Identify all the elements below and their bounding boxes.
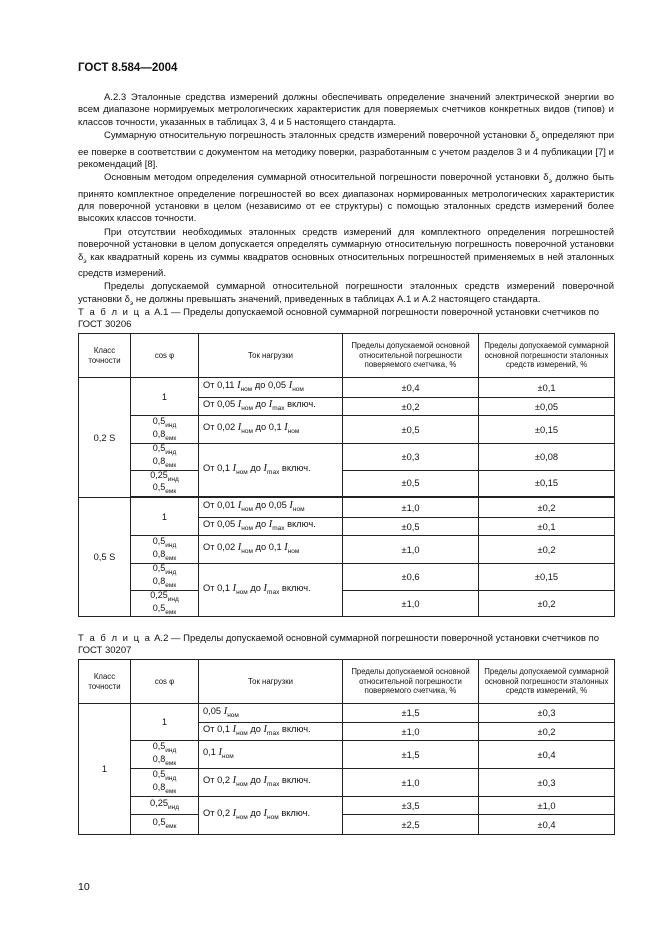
current-cell: От 0,02 $I_{ном}$ до 0,1 $I_{ном}$: [199, 416, 343, 444]
cos-cell: $0,25_{инд}$: [131, 797, 199, 815]
cos-cell: $0,25_{инд}$ $0,5_{емк}$: [131, 470, 199, 497]
col-header: Пределы допускаемой основной относительной погрешности поверяемого счетчика, %: [343, 334, 479, 378]
cos-cell: $0,5_{инд}$ $0,8_{емк}$: [131, 769, 199, 797]
table-row: [79, 769, 615, 797]
class-cell: 0,2 S: [79, 378, 131, 498]
body-text: [78, 92, 614, 311]
ref-cell: ±0,2: [479, 590, 615, 617]
ref-cell: ±0,08: [479, 444, 615, 471]
paragraph: А.2.3 Эталонные средства измерений должны обеспечивать определение значений электрической энергии во всем диапазоне нормируемых метрологических характеристик для поверяемых счетчиков конкретных видов (типов) и классов точности, указанных в таблицах 3, 4 и 5 настоящего стандарта.: [78, 92, 614, 128]
table1-caption: Т а б л и ц а А.1 — Пределы допускаемой основной суммарной погрешности поверочной установки счетчиков по ГОСТ 30206: [78, 307, 600, 330]
paragraph: При отсутствии необходимых эталонных средств измерений для комплектного определения погрешностей поверочной установки в целом допускается определять суммарную относительную погрешность поверочной установки $\delta_э$ как квадратный корень из суммы квадратов основных относительных погрешностей применяемых в ней эталонных средств измерений.: [78, 226, 614, 279]
table-row: [79, 815, 615, 835]
cos-cell: $0,5_{емк}$: [131, 815, 199, 835]
cos-cell: 1: [131, 704, 199, 741]
ref-cell: ±0,15: [479, 416, 615, 444]
ref-cell: ±0,15: [479, 470, 615, 497]
meter-cell: ±1,5: [343, 741, 479, 769]
meter-cell: ±0,5: [343, 416, 479, 444]
meter-cell: ±1,0: [343, 498, 479, 518]
current-cell: От 0,1 $I_{ном}$ до $I_{max}$ включ.: [199, 723, 343, 741]
table-row: [79, 470, 615, 497]
document-header: ГОСТ 8.584—2004: [78, 62, 178, 74]
col-header: cos φ: [131, 660, 199, 704]
meter-cell: ±2,5: [343, 815, 479, 835]
col-header: Ток нагрузки: [199, 334, 343, 378]
ref-cell: ±0,2: [479, 723, 615, 741]
col-header: cos φ: [131, 334, 199, 378]
current-cell: От 0,1 $I_{ном}$ до $I_{max}$ включ.: [199, 564, 343, 617]
meter-cell: ±1,0: [343, 590, 479, 617]
ref-cell: ±0,1: [479, 378, 615, 398]
meter-cell: ±1,5: [343, 704, 479, 723]
table-header-row: [79, 334, 615, 378]
col-header: Класс точности: [79, 334, 131, 378]
table-row: [79, 741, 615, 769]
current-cell: 0,1 $I_{ном}$: [199, 741, 343, 769]
current-cell: От 0,2 $I_{ном}$ до $I_{max}$ включ.: [199, 769, 343, 797]
cos-cell: $0,5_{инд}$ $0,8_{емк}$: [131, 416, 199, 444]
ref-cell: ±1,0: [479, 797, 615, 815]
cos-cell: 1: [131, 498, 199, 536]
meter-cell: ±0,5: [343, 518, 479, 536]
ref-cell: ±0,3: [479, 769, 615, 797]
table-row: [79, 444, 615, 471]
col-header: Пределы допускаемой основной относительной погрешности поверяемого счетчика, %: [343, 660, 479, 704]
ref-cell: ±0,3: [479, 704, 615, 723]
col-header: Пределы допускаемой суммарной основной погрешности эталонных средств измерений, %: [479, 334, 615, 378]
col-header: Класс точности: [79, 660, 131, 704]
meter-cell: ±0,3: [343, 444, 479, 471]
table-row: [79, 498, 615, 518]
current-cell: От 0,11 $I_{ном}$ до 0,05 $I_{ном}$: [199, 378, 343, 398]
table-a2: [78, 659, 615, 835]
table-row: [79, 564, 615, 591]
current-cell: 0,05 $I_{ном}$: [199, 704, 343, 723]
meter-cell: ±1,0: [343, 723, 479, 741]
ref-cell: ±0,2: [479, 498, 615, 518]
table-header-row: [79, 660, 615, 704]
current-cell: От 0,02 $I_{ном}$ до 0,1 $I_{ном}$: [199, 536, 343, 564]
ref-cell: ±0,2: [479, 536, 615, 564]
cos-cell: $0,5_{инд}$ $0,8_{емк}$: [131, 536, 199, 564]
cos-cell: 1: [131, 378, 199, 416]
table-row: [79, 704, 615, 723]
class-cell: 1: [79, 704, 131, 835]
current-cell: От 0,1 $I_{ном}$ до $I_{max}$ включ.: [199, 444, 343, 497]
table-row: [79, 536, 615, 564]
current-cell: От 0,05 $I_{ном}$ до $I_{max}$ включ.: [199, 398, 343, 416]
cos-cell: $0,5_{инд}$ $0,8_{емк}$: [131, 741, 199, 769]
meter-cell: ±0,5: [343, 470, 479, 497]
meter-cell: ±1,0: [343, 769, 479, 797]
cos-cell: $0,5_{инд}$ $0,8_{емк}$: [131, 564, 199, 591]
table-row: [79, 590, 615, 617]
class-cell: 0,5 S: [79, 498, 131, 617]
table2-caption: Т а б л и ц а А.2 — Пределы допускаемой основной суммарной погрешности поверочной установки счетчиков по ГОСТ 30207: [78, 633, 600, 656]
cos-cell: $0,25_{инд}$ $0,5_{емк}$: [131, 590, 199, 617]
current-cell: От 0,2 $I_{ном}$ до $I_{ном}$ включ.: [199, 797, 343, 835]
paragraph: Основным методом определения суммарной относительной погрешности поверочной установки $\delta_э$ должно быть принято комплектное определение погрешностей во всех диапазонах нормированных метрологических характеристик для поверочной установки в целом (независимо от ее структуры) с помощью эталонных средств измерений более высоких классов точности.: [78, 172, 614, 225]
current-cell: От 0,01 $I_{ном}$ до 0,05 $I_{ном}$: [199, 498, 343, 518]
col-header: Ток нагрузки: [199, 660, 343, 704]
ref-cell: ±0,1: [479, 518, 615, 536]
meter-cell: ±0,2: [343, 398, 479, 416]
table-row: [79, 378, 615, 398]
current-cell: От 0,05 $I_{ном}$ до $I_{max}$ включ.: [199, 518, 343, 536]
paragraph: Суммарную относительную погрешность эталонных средств измерений поверочной установки $\delta_э$ определяют при ее поверке в соответствии с документом на методику поверки, разработанным с учетом разделов 3 и 4 публикации [7] и рекомендаций [8].: [78, 130, 614, 170]
table-row: [79, 416, 615, 444]
table-a1: [78, 333, 615, 617]
ref-cell: ±0,4: [479, 741, 615, 769]
col-header: Пределы допускаемой суммарной основной погрешности эталонных средств измерений, %: [479, 660, 615, 704]
ref-cell: ±0,15: [479, 564, 615, 591]
ref-cell: ±0,05: [479, 398, 615, 416]
paragraph: Пределы допускаемой суммарной относительной погрешности эталонных средств измерений поверочной установки $\delta_э$ не должны превышать значений, приведенных в таблицах А.1 и А.2 настоящего стандарта.: [78, 281, 614, 307]
meter-cell: ±3,5: [343, 797, 479, 815]
cos-cell: $0,5_{инд}$ $0,8_{емк}$: [131, 444, 199, 471]
ref-cell: ±0,4: [479, 815, 615, 835]
page-number: 10: [78, 881, 90, 893]
table-row: [79, 797, 615, 815]
meter-cell: ±1,0: [343, 536, 479, 564]
meter-cell: ±0,6: [343, 564, 479, 591]
meter-cell: ±0,4: [343, 378, 479, 398]
